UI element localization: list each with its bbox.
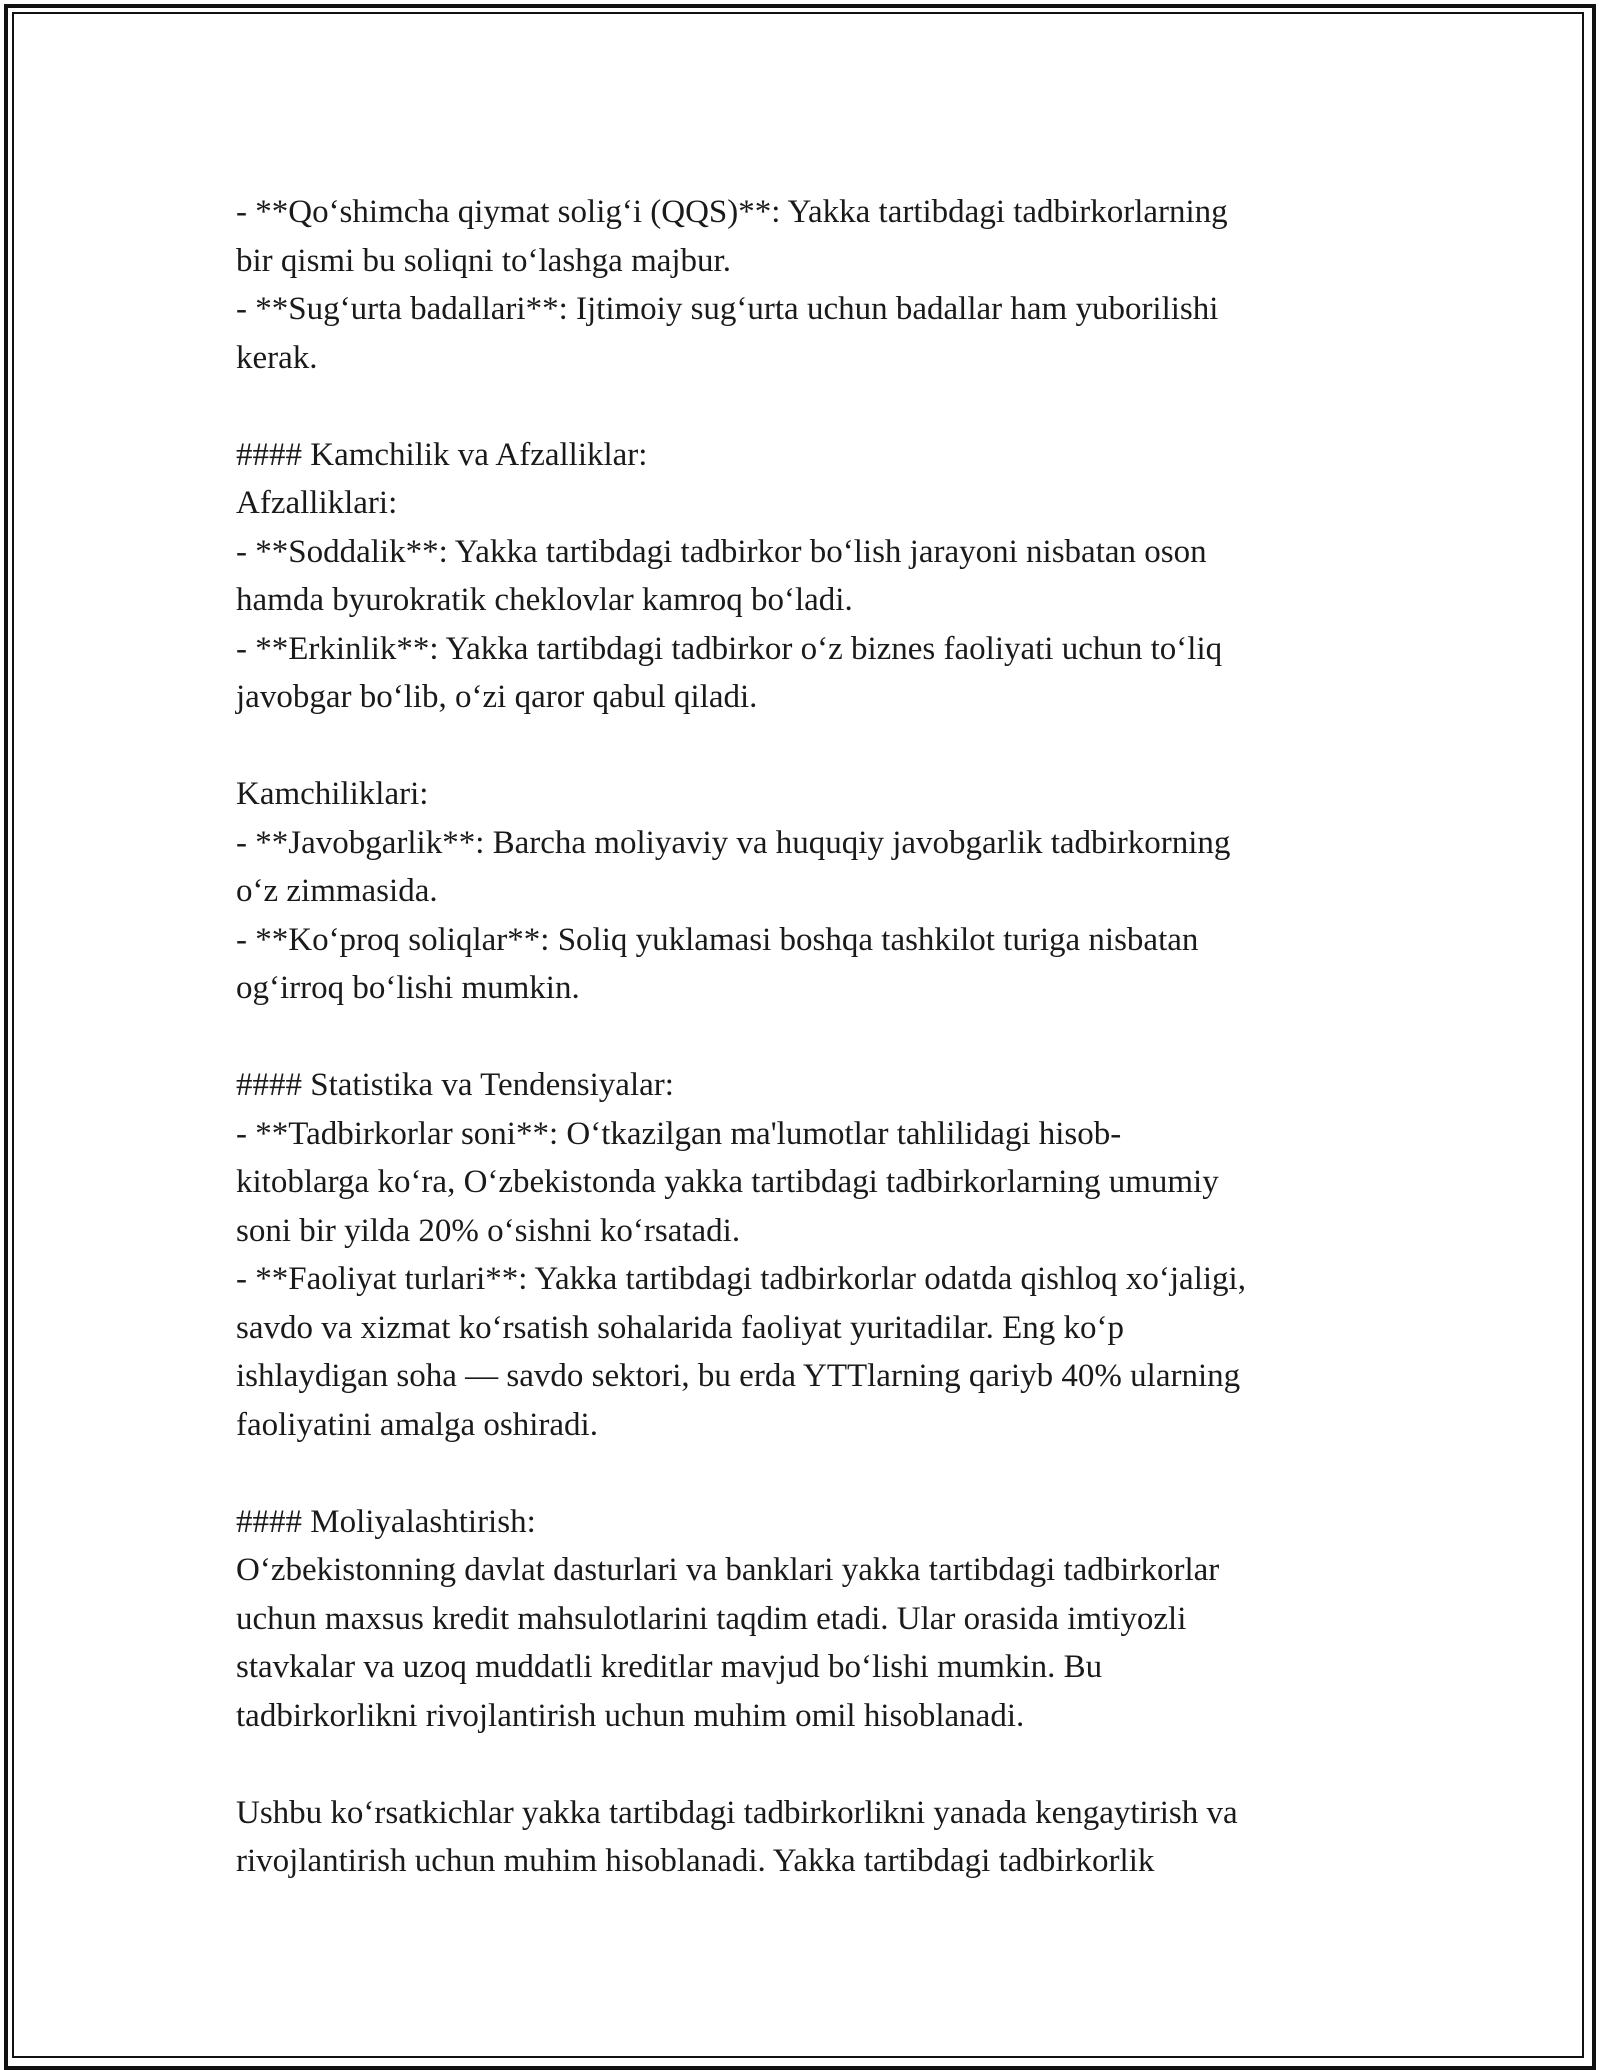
text-line: javobgar bo‘lib, o‘zi qaror qabul qiladi. bbox=[236, 679, 758, 715]
section-heading-statistika: #### Statistika va Tendensiyalar: bbox=[236, 1067, 674, 1103]
text-line: - **Sug‘urta badallari**: Ijtimoiy sug‘urta uchun badallar ham yuborilishi bbox=[236, 291, 1219, 327]
text-line: savdo va xizmat ko‘rsatish sohalarida faoliyat yuritadilar. Eng ko‘p bbox=[236, 1309, 1125, 1346]
text-line: kitoblarga ko‘ra, O‘zbekistonda yakka tartibdagi tadbirkorlarning umumiy bbox=[236, 1164, 1219, 1200]
section-heading-kamchilik: #### Kamchilik va Afzalliklar: bbox=[236, 436, 648, 473]
text-line: tadbirkorlikni rivojlantirish uchun muhim omil hisoblanadi. bbox=[236, 1697, 1025, 1734]
text-line: - **Javobgarlik**: Barcha moliyaviy va huquqiy javobgarlik tadbirkorning bbox=[236, 824, 1231, 861]
text-line: ishlaydigan soha — savdo sektori, bu erda YTTlarning qariyb 40% ularning bbox=[236, 1358, 1241, 1394]
text-line: Kamchiliklari: bbox=[236, 776, 429, 812]
blank-line bbox=[236, 1740, 1376, 1789]
text-line: - **Ko‘proq soliqlar**: Soliq yuklamasi boshqa tashkilot turiga nisbatan bbox=[236, 921, 1199, 958]
text-line: - **Soddalik**: Yakka tartibdagi tadbirkor bo‘lish jarayoni nisbatan oson bbox=[236, 533, 1207, 570]
text-line: - **Tadbirkorlar soni**: O‘tkazilgan ma'lumotlar tahlilidagi hisob- bbox=[236, 1115, 1122, 1152]
text-line: o‘z zimmasida. bbox=[236, 873, 438, 909]
document-body bbox=[236, 188, 1376, 1886]
text-line: Afzalliklari: bbox=[236, 485, 398, 521]
text-line: Ushbu ko‘rsatkichlar yakka tartibdagi tadbirkorlikni yanada kengaytirish va bbox=[236, 1794, 1238, 1831]
blank-line bbox=[236, 382, 1376, 431]
text-line: bir qismi bu soliqni to‘lashga majbur. bbox=[236, 242, 731, 279]
section-heading-moliyalashtirish: #### Moliyalashtirish: bbox=[236, 1503, 536, 1540]
text-line: O‘zbekistonning davlat dasturlari va banklari yakka tartibdagi tadbirkorlar bbox=[236, 1552, 1220, 1588]
text-line: soni bir yilda 20% o‘sishni ko‘rsatadi. bbox=[236, 1212, 741, 1249]
blank-line bbox=[236, 722, 1376, 771]
text-line: hamda byurokratik cheklovlar kamroq bo‘ladi. bbox=[236, 582, 853, 618]
text-line: - **Faoliyat turlari**: Yakka tartibdagi tadbirkorlar odatda qishloq xo‘jaligi, bbox=[236, 1261, 1246, 1297]
blank-line bbox=[236, 1013, 1376, 1062]
text-line: rivojlantirish uchun muhim hisoblanadi. Yakka tartibdagi tadbirkorlik bbox=[236, 1843, 1155, 1879]
text-line: stavkalar va uzoq muddatli kreditlar mavjud bo‘lishi mumkin. Bu bbox=[236, 1649, 1103, 1685]
text-line: faoliyatini amalga oshiradi. bbox=[236, 1406, 598, 1443]
text-line: og‘irroq bo‘lishi mumkin. bbox=[236, 970, 580, 1006]
blank-line bbox=[236, 1449, 1376, 1498]
text-line: - **Erkinlik**: Yakka tartibdagi tadbirkor o‘z biznes faoliyati uchun to‘liq bbox=[236, 630, 1223, 667]
text-line: - **Qo‘shimcha qiymat solig‘i (QQS)**: Yakka tartibdagi tadbirkorlarning bbox=[236, 194, 1228, 230]
text-line: uchun maxsus kredit mahsulotlarini taqdim etadi. Ular orasida imtiyozli bbox=[236, 1600, 1187, 1637]
text-line: kerak. bbox=[236, 339, 318, 376]
